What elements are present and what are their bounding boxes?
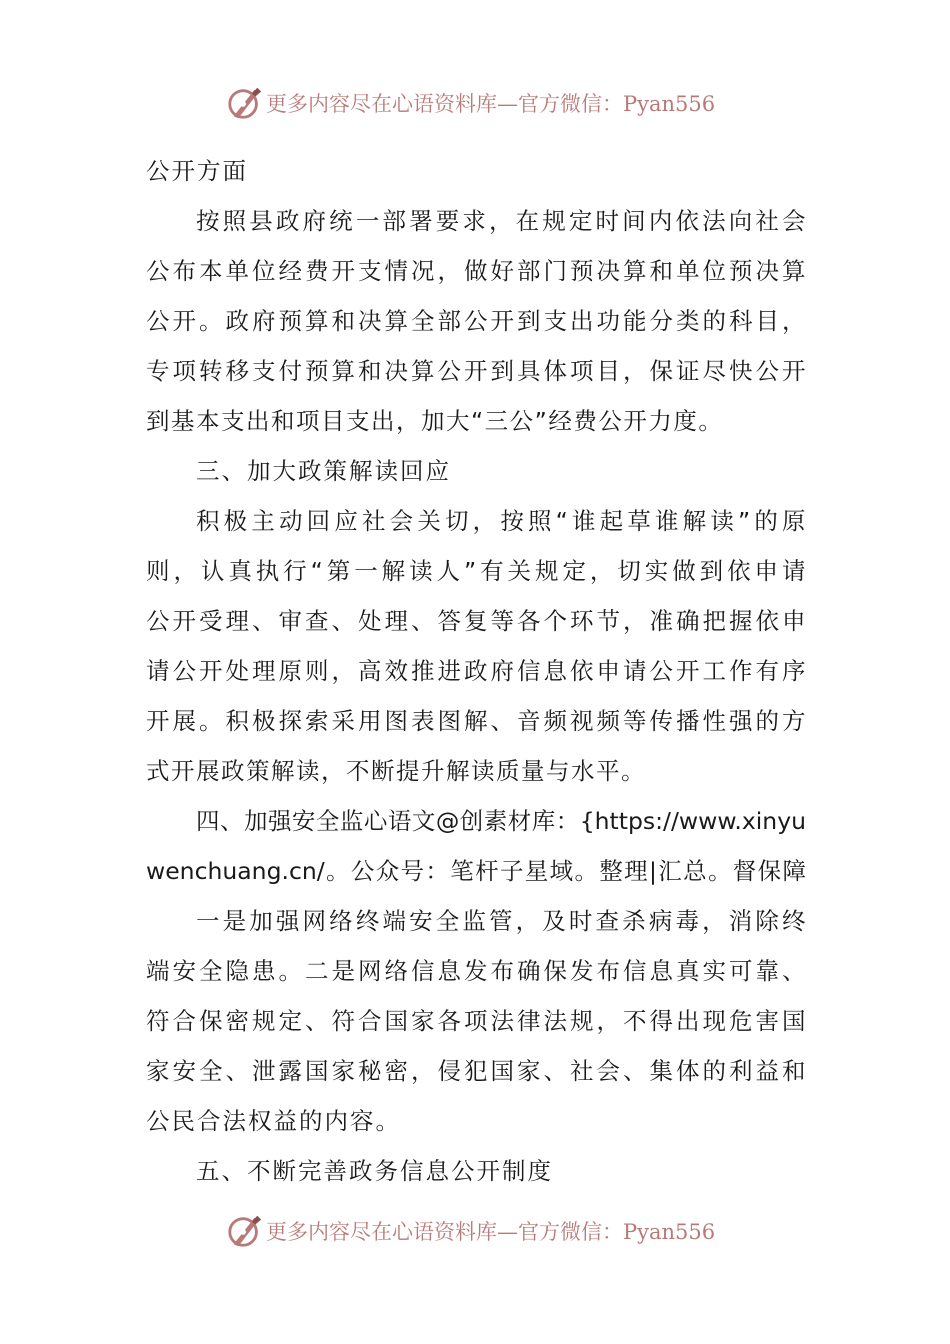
paragraph-line: 公布本单位经费开支情况，做好部门预决算和单位预决算: [146, 257, 806, 285]
paragraph-line: 公开。政府预算和决算全部公开到支出功能分类的科目，: [146, 307, 806, 335]
paragraph-line: 则，认真执行“第一解读人”有关规定，切实做到依申请: [146, 557, 806, 585]
paragraph-line: 符合保密规定、符合国家各项法律法规，不得出现危害国: [146, 1007, 806, 1035]
paragraph-line: 开展。积极探索采用图表图解、音频视频等传播性强的方: [146, 707, 806, 735]
paragraph-line: 公民合法权益的内容。: [146, 1107, 401, 1135]
header-banner: [0, 80, 950, 126]
paragraph-line: 积极主动回应社会关切，按照“谁起草谁解读”的原: [196, 507, 806, 535]
footer-banner: [0, 1208, 950, 1254]
paragraph-line: 家安全、泄露国家秘密，侵犯国家、社会、集体的利益和: [146, 1057, 806, 1085]
pen-circle-logo-icon: [226, 84, 264, 122]
section-heading: 三、加大政策解读回应: [196, 457, 451, 485]
paragraph-line: 到基本支出和项目支出，加大“三公”经费公开力度。: [146, 407, 724, 435]
paragraph-line: wenchuang.cn/。公众号：笔杆子星域。整理|汇总。督保障: [146, 857, 806, 885]
paragraph-line: 公开方面: [146, 157, 248, 185]
section-heading: 五、不断完善政务信息公开制度: [196, 1157, 553, 1185]
paragraph-line: 式开展政策解读，不断提升解读质量与水平。: [146, 757, 646, 785]
paragraph-line: 公开受理、审查、处理、答复等各个环节，准确把握依申: [146, 607, 806, 635]
banner-content: [226, 80, 715, 126]
pen-circle-logo-icon: [226, 1212, 264, 1250]
paragraph-line: 请公开处理原则，高效推进政府信息依申请公开工作有序: [146, 657, 806, 685]
paragraph-line: 一是加强网络终端安全监管，及时查杀病毒，消除终: [196, 907, 806, 935]
banner-content: [226, 1208, 715, 1254]
banner-text: 更多内容尽在心语资料库—官方微信：Pyan556: [266, 92, 716, 116]
paragraph-line: 端安全隐患。二是网络信息发布确保发布信息真实可靠、: [146, 957, 806, 985]
section-heading: 四、加强安全监心语文@创素材库：{https://www.xinyu: [196, 807, 806, 835]
banner-text: 更多内容尽在心语资料库—官方微信：Pyan556: [266, 1220, 716, 1244]
paragraph-line: 按照县政府统一部署要求，在规定时间内依法向社会: [196, 207, 806, 235]
document-body: [146, 146, 806, 1196]
paragraph-line: 专项转移支付预算和决算公开到具体项目，保证尽快公开: [146, 357, 806, 385]
